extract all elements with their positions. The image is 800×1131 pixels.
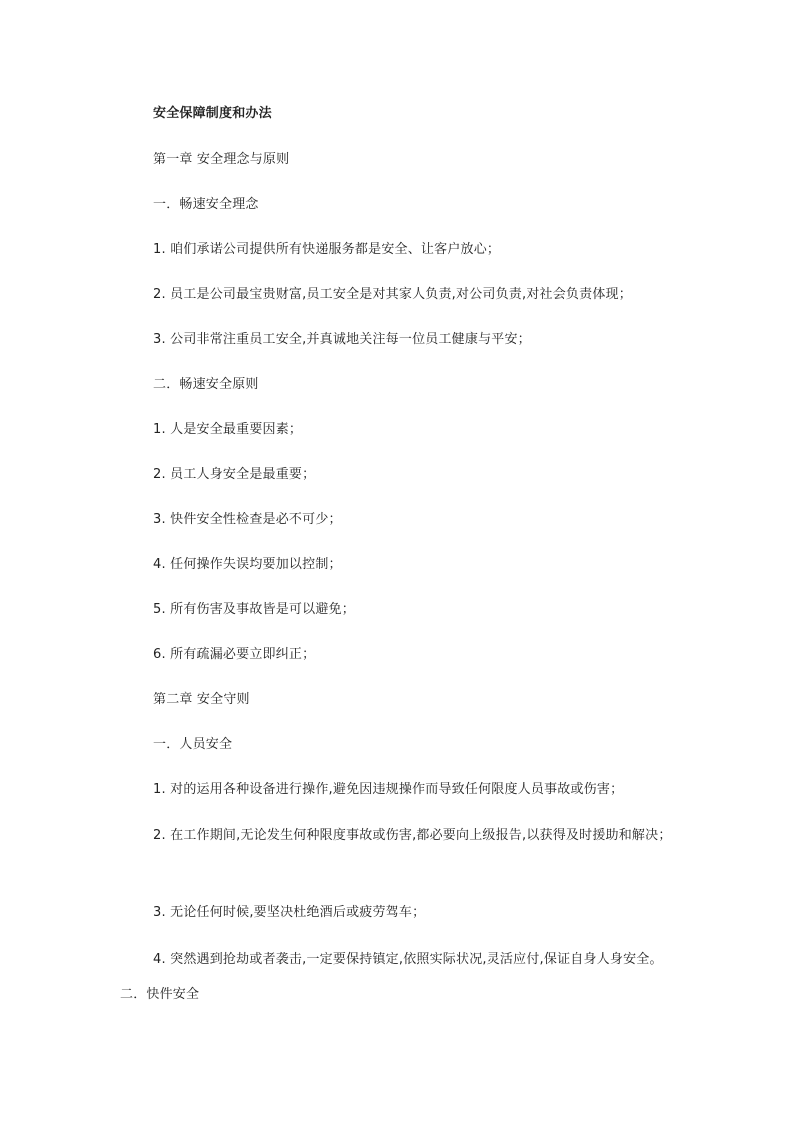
document-title: 安全保障制度和办法 xyxy=(153,106,272,121)
personnel-safety-item-wrapped: 2. 在工作期间,无论发生何种限度事故或伤害,都必要向上级报告,以获得及时援助和解决； xyxy=(153,828,672,843)
section-1-item: 3. 公司非常注重员工安全,并真诚地关注每一位员工健康与平安； xyxy=(153,332,531,347)
section-2-item: 2. 员工人身安全是最重要； xyxy=(153,467,316,482)
section-2-item: 3. 快件安全性检查是必不可少； xyxy=(153,512,342,527)
section-1-heading: 一．畅速安全理念 xyxy=(153,197,259,212)
section-1-item: 1. 咱们承诺公司提供所有快递服务都是安全、让客户放心； xyxy=(153,242,501,257)
personnel-safety-item: 3. 无论任何时候,要坚决杜绝酒后或疲劳驾车； xyxy=(153,905,426,920)
personnel-safety-item-wrapped: 4. 突然遇到抢劫或者袭击,一定要保持镇定,依照实际状况,灵活应付,保证自身人身安全。 二．快件安全 xyxy=(120,952,663,1002)
section-2-heading: 二．畅速安全原则 xyxy=(153,377,259,392)
section-2-item: 6. 所有疏漏必要立即纠正； xyxy=(153,647,316,662)
section-2-item: 4. 任何操作失误均要加以控制； xyxy=(153,557,342,572)
section-2-item: 1. 人是安全最重要因素； xyxy=(153,422,303,437)
personnel-safety-heading: 一．人员安全 xyxy=(153,737,233,752)
personnel-safety-item: 1. 对的运用各种设备进行操作,避免因违规操作而导致任何限度人员事故或伤害； xyxy=(153,782,624,797)
chapter-2-heading: 第二章 安全守则 xyxy=(153,692,250,707)
section-1-item: 2. 员工是公司最宝贵财富,员工安全是对其家人负责,对公司负责,对社会负责体现； xyxy=(153,287,632,302)
section-2-item: 5. 所有伤害及事故皆是可以避免； xyxy=(153,602,355,617)
chapter-1-heading: 第一章 安全理念与原则 xyxy=(153,152,290,167)
